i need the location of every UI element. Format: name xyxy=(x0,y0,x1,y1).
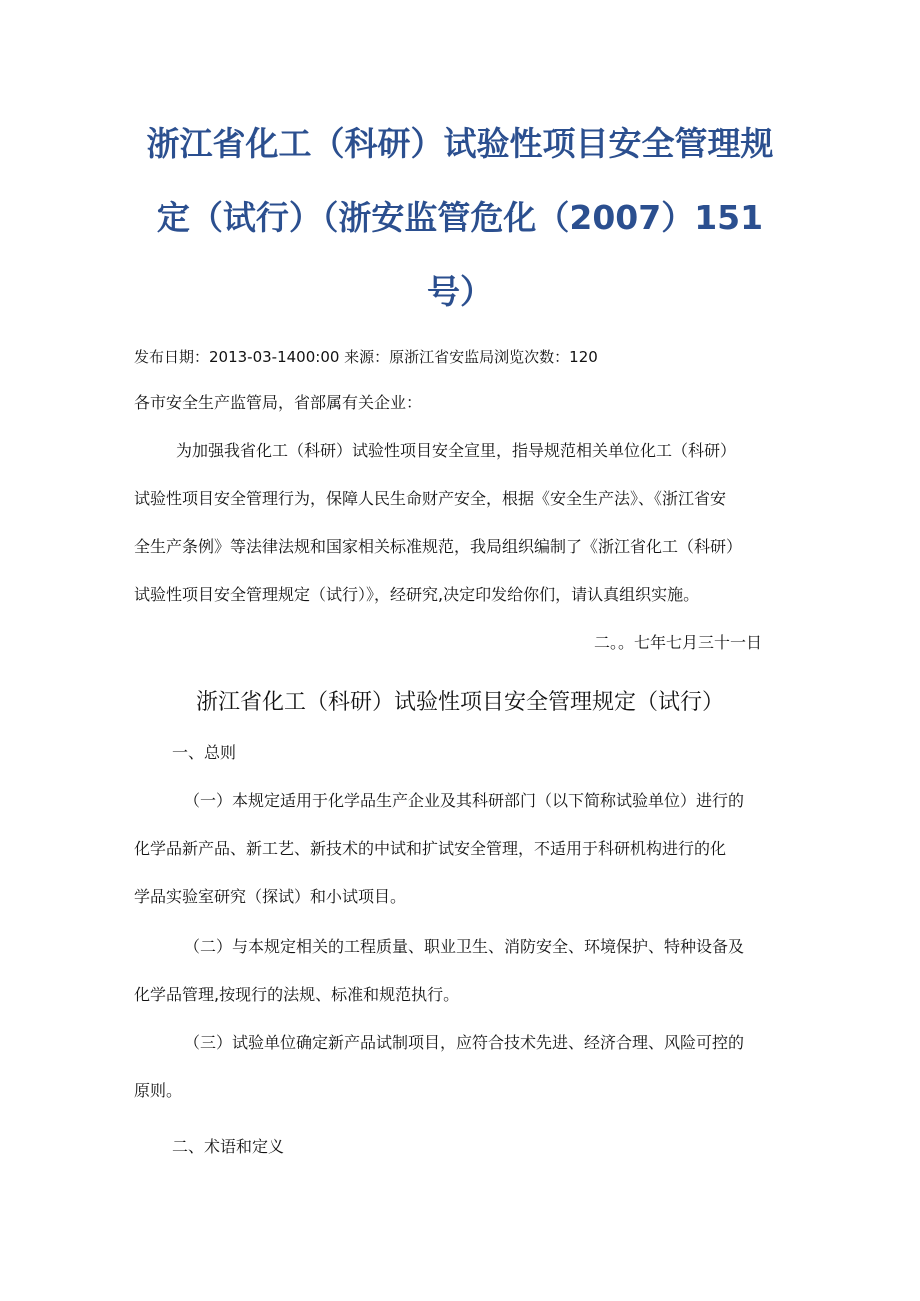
section-1-item-3-line-2: 原则。 xyxy=(134,1081,183,1100)
intro-line-1: 为加强我省化工（科研）试验性项目安全宣里，指导规范相关单位化工（科研） xyxy=(176,441,737,460)
section-1-item-3-line-1: （三）试验单位确定新产品试制项目，应符合技术先进、经济合理、风险可控的 xyxy=(184,1033,745,1052)
section-1-heading: 一、总则 xyxy=(172,743,237,762)
section-1-item-1-line-2: 化学品新产品、新工艺、新技术的中试和扩试安全管理，不适用于科研机构进行的化 xyxy=(134,839,727,858)
section-2-heading: 二、术语和定义 xyxy=(172,1137,285,1156)
intro-line-3: 全生产条例》等法律法规和国家相关标准规范，我局组织编制了《浙江省化工（科研） xyxy=(134,537,743,556)
section-1-item-1-line-3: 学品实验室研究（探试）和小试项目。 xyxy=(134,887,407,906)
publish-meta: 发布日期：2013-03-1400:00 来源：原浙江省安监局浏览次数：120 xyxy=(134,348,598,366)
addressee: 各市安全生产监管局，省部属有关企业： xyxy=(134,393,423,412)
section-1-item-2-line-2: 化学品管理,按现行的法规、标准和规范执行。 xyxy=(134,985,460,1004)
document-title-line-3: 号） xyxy=(427,272,493,311)
section-1-item-1-line-1: （一）本规定适用于化学品生产企业及其科研部门（以下简称试验单位）进行的 xyxy=(184,791,745,810)
intro-line-2: 试验性项目安全管理行为，保障人民生命财产安全，根据《安全生产法》、《浙江省安 xyxy=(134,489,727,508)
regulation-subtitle: 浙江省化工（科研）试验性项目安全管理规定（试行） xyxy=(195,690,724,715)
issue-date: 二。。七年七月三十一日 xyxy=(594,633,763,652)
document-title-line-2: 定（试行）（浙安监管危化（2007）151 xyxy=(156,198,764,237)
section-1-item-2-line-1: （二）与本规定相关的工程质量、职业卫生、消防安全、环境保护、特种设备及 xyxy=(184,937,745,956)
intro-line-4: 试验性项目安全管理规定（试行）》，经研究,决定印发给你们，请认真组织实施。 xyxy=(134,585,700,604)
document-title-line-1: 浙江省化工（科研）试验性项目安全管理规 xyxy=(146,124,774,163)
